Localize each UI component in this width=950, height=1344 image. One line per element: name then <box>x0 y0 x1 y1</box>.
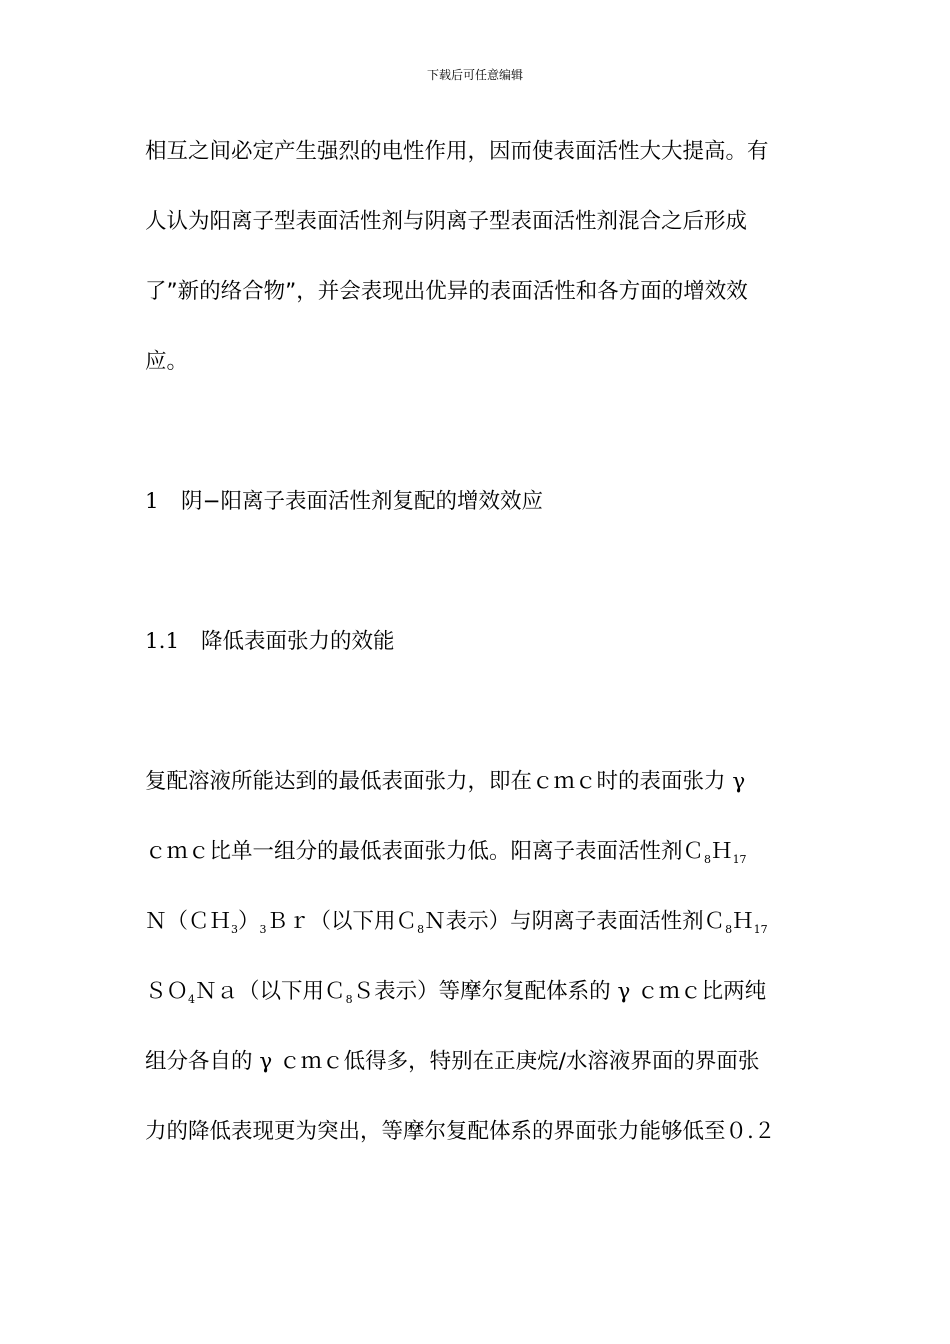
text-run: 比两纯 <box>701 979 767 1004</box>
text-run: Ｃ <box>682 839 705 864</box>
subscript: 8 <box>345 993 353 1006</box>
text-run: 组分各自的 <box>145 1049 253 1074</box>
subscript: 3 <box>231 923 239 936</box>
paragraph-line: 相互之间必定产生强烈的电性作用，因而使表面活性大大提高。有 <box>145 139 769 164</box>
text-run: 时的表面张力 <box>596 769 726 794</box>
subsection-number: 1.1 <box>145 629 180 654</box>
text-run: （以下用 <box>309 909 396 934</box>
text-run: Ｃ <box>395 909 418 934</box>
subscript: 17 <box>753 923 768 936</box>
paragraph-line <box>145 837 747 875</box>
symbol-gamma: γ <box>617 979 631 1004</box>
text-run: ０.２ <box>725 1119 776 1144</box>
text-run: Ｈ <box>732 909 754 934</box>
text-run: ｃｍｃ <box>279 1049 344 1074</box>
text-run: 力的降低表现更为突出，等摩尔复配体系的界面张力能够低至 <box>145 1119 726 1144</box>
text-run: Ｈ <box>711 839 733 864</box>
page-header: 下载后可任意编辑 <box>426 68 523 82</box>
text-run: 复配溶液所能达到的最低表面张力，即在 <box>145 769 533 794</box>
text-run: Ｎａ <box>195 979 239 1004</box>
text-run: Ｓ <box>352 979 375 1004</box>
symbol-gamma: γ <box>259 1049 273 1074</box>
subscript: 3 <box>259 923 267 936</box>
paragraph-line <box>145 767 745 797</box>
section-number: 1 <box>145 489 159 514</box>
subscript: 17 <box>732 853 747 866</box>
paragraph-line <box>145 907 768 945</box>
text-run: Ｂｒ <box>266 909 310 934</box>
text-run: ＳＯ <box>145 979 189 1004</box>
paragraph-line: 人认为阳离子型表面活性剂与阴离子型表面活性剂混合之后形成 <box>145 209 748 234</box>
subscript: 8 <box>725 923 733 936</box>
text-run: Ｎ <box>424 909 446 934</box>
subscript: 4 <box>188 993 196 1006</box>
text-run: ｃｍｃ <box>532 769 597 794</box>
paragraph-line: 了”新的络合物”，并会表现出优异的表面活性和各方面的增效效 <box>145 279 748 304</box>
paragraph-line: 应。 <box>145 349 189 374</box>
subsection-title: 降低表面张力的效能 <box>201 629 395 654</box>
section-heading <box>145 487 543 517</box>
text-run: ｃｍｃ <box>637 979 702 1004</box>
text-run: 比单一组分的最低表面张力低。阳离子表面活性剂 <box>209 839 683 864</box>
text-run: 低得多，特别在正庚烷/水溶液界面的界面张 <box>343 1049 760 1074</box>
paragraph-line <box>145 977 766 1015</box>
paragraph-line <box>145 1117 775 1147</box>
text-run: ｃｍｃ <box>145 839 210 864</box>
text-run: Ｃ <box>703 909 726 934</box>
subscript: 8 <box>704 853 712 866</box>
paragraph-line <box>145 1047 759 1077</box>
text-run: （以下用 <box>238 979 325 1004</box>
text-run: Ｃ <box>324 979 346 1004</box>
text-run: ） <box>238 909 260 934</box>
symbol-gamma: γ <box>732 769 746 794</box>
subsection-heading <box>145 627 395 657</box>
text-run: Ｎ（ＣＨ <box>145 909 232 934</box>
text-run: 表示）等摩尔复配体系的 <box>374 979 611 1004</box>
subscript: 8 <box>417 923 425 936</box>
section-title: 阴−阳离子表面活性剂复配的增效效应 <box>181 489 544 514</box>
text-run: 表示）与阴离子表面活性剂 <box>445 909 704 934</box>
